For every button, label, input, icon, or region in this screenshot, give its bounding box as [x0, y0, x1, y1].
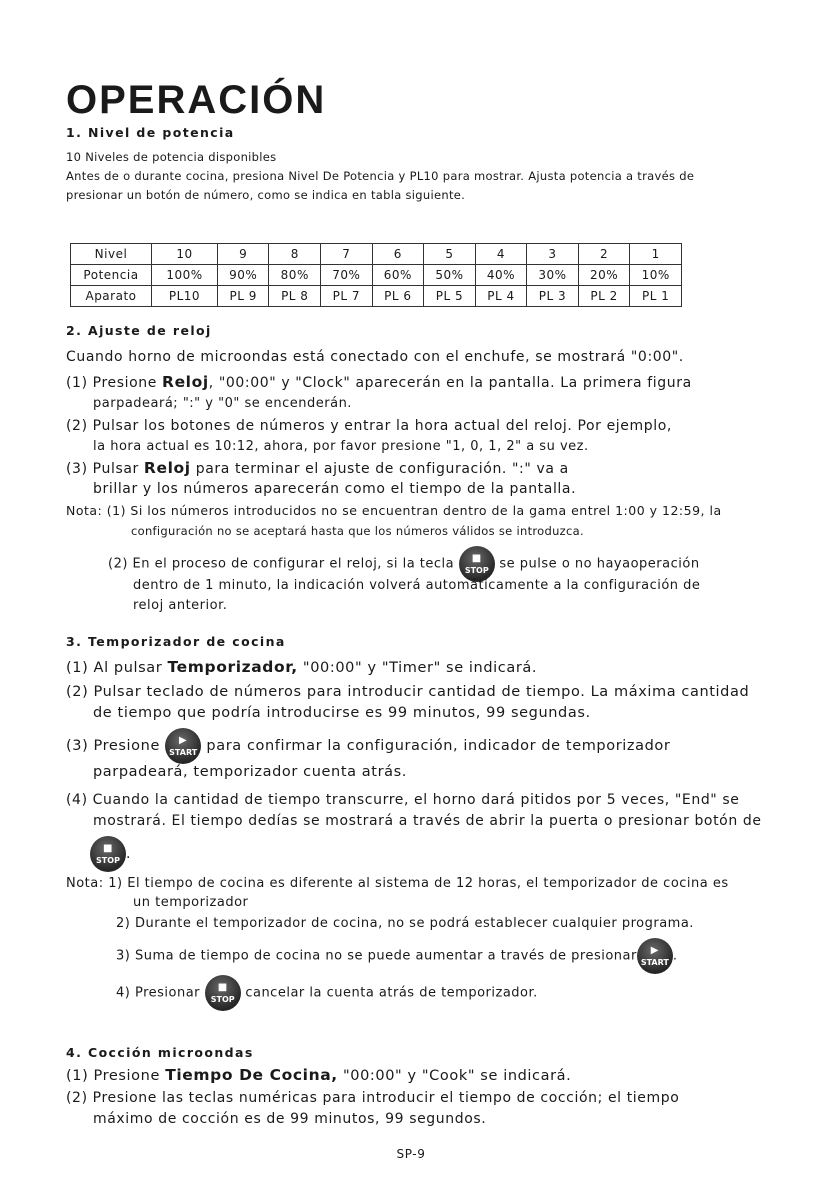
sec1-line-1: 10 Niveles de potencia disponibles [66, 150, 277, 164]
sec2-line-3: (2) Pulsar los botones de números y entrar la hora actual del reloj. Por ejemplo, [66, 418, 672, 434]
sec2-note-3: (2) En el proceso de configurar el reloj, si la tecla ■ STOP se pulse o no hayaoperación [108, 546, 700, 582]
start-button-icon: ▶ START [165, 728, 201, 764]
table-cell: 60% [372, 265, 424, 286]
sec3-line-1: (1) Al pulsar Temporizador, "00:00" y "Timer" se indicará. [66, 658, 538, 676]
page-number: SP-9 [396, 1147, 426, 1161]
sec3-note-1: Nota: 1) El tiempo de cocina es diferente al sistema de 12 horas, el temporizador de cocina es [66, 876, 729, 891]
section-3-heading: 3. Temporizador de cocina [66, 634, 286, 649]
keyword-reloj: Reloj [143, 459, 191, 477]
sec2-note-5: reloj anterior. [133, 598, 228, 613]
table-cell: 70% [321, 265, 373, 286]
table-cell: PL 3 [527, 286, 579, 307]
section-4-heading: 4. Cocción microondas [66, 1045, 254, 1060]
stop-button-icon: ■ STOP [205, 975, 241, 1011]
table-cell: 50% [424, 265, 476, 286]
keyword-temporizador: Temporizador, [167, 658, 298, 676]
section-1-heading: 1. Nivel de potencia [66, 125, 235, 140]
sec2-line-6: brillar y los números aparecerán como el tiempo de la pantalla. [93, 481, 577, 497]
sec2-line-2: parpadeará; ":" y "0" se encenderán. [93, 396, 352, 411]
table-cell: 1 [630, 244, 682, 265]
table-cell: 8 [269, 244, 321, 265]
row-label: Potencia [71, 265, 152, 286]
table-cell: PL 1 [630, 286, 682, 307]
sec3-note-4: 3) Suma de tiempo de cocina no se puede aumentar a través de presionar ▶ START . [116, 938, 677, 974]
sec2-line-1: (1) Presione Reloj, "00:00" y "Clock" aparecerán en la pantalla. La primera figura [66, 373, 692, 391]
table-cell: PL 6 [372, 286, 424, 307]
table-cell: 3 [527, 244, 579, 265]
table-cell: 6 [372, 244, 424, 265]
table-cell: 20% [578, 265, 630, 286]
sec3-line-3: de tiempo que podría introducirse es 99 minutos, 99 segundas. [93, 705, 591, 721]
table-cell: 90% [217, 265, 269, 286]
table-row-aparato [71, 286, 682, 307]
sec3-line-4: (3) Presione ▶ START para confirmar la configuración, indicador de temporizador [66, 728, 670, 764]
sec3-note-5: 4) Presionar ■ STOP cancelar la cuenta atrás de temporizador. [116, 975, 538, 1011]
table-cell: 80% [269, 265, 321, 286]
stop-button-icon: ■ STOP [90, 836, 126, 872]
row-label: Aparato [71, 286, 152, 307]
sec2-line-4: la hora actual es 10:12, ahora, por favor presione "1, 0, 1, 2" a su vez. [93, 439, 589, 454]
keyword-tiempo-de-cocina: Tiempo De Cocina, [165, 1066, 338, 1084]
table-cell: 10% [630, 265, 682, 286]
table-cell: PL 9 [217, 286, 269, 307]
sec3-note-2: un temporizador [133, 895, 249, 910]
sec2-note-1: Nota: (1) Si los números introducidos no se encuentran dentro de la gama entrel 1:00 y 12:59, la [66, 503, 722, 518]
sec3-line-7: mostrará. El tiempo dedías se mostrará a través de abrir la puerta o presionar botón de [93, 813, 762, 829]
table-cell: 30% [527, 265, 579, 286]
table-row-nivel [71, 244, 682, 265]
stop-button-icon: ■ STOP [459, 546, 495, 582]
sec1-line-2: Antes de o durante cocina, presiona Nivel De Potencia y PL10 para mostrar. Ajusta potencia a través de [66, 169, 695, 183]
sec3-note-3: 2) Durante el temporizador de cocina, no se podrá establecer cualquier programa. [116, 916, 694, 931]
table-cell: 40% [475, 265, 527, 286]
sec3-line-5: parpadeará, temporizador cuenta atrás. [93, 764, 407, 780]
section-2-heading: 2. Ajuste de reloj [66, 323, 212, 338]
sec2-line-0: Cuando horno de microondas está conectado con el enchufe, se mostrará "0:00". [66, 349, 684, 365]
sec3-line-6: (4) Cuando la cantidad de tiempo transcurre, el horno dará pitidos por 5 veces, "End" se [66, 792, 740, 808]
keyword-reloj: Reloj [162, 373, 209, 391]
power-level-table [70, 243, 682, 307]
table-cell: 9 [217, 244, 269, 265]
table-row-potencia [71, 265, 682, 286]
table-cell: 7 [321, 244, 373, 265]
sec4-line-3: máximo de cocción es de 99 minutos, 99 segundos. [93, 1111, 487, 1127]
start-button-icon: ▶ START [637, 938, 673, 974]
table-cell: PL 7 [321, 286, 373, 307]
sec4-line-2: (2) Presione las teclas numéricas para introducir el tiempo de cocción; el tiempo [66, 1090, 680, 1106]
table-cell: 10 [152, 244, 218, 265]
sec2-line-5: (3) Pulsar Reloj para terminar el ajuste de configuración. ":" va a [66, 459, 569, 477]
table-cell: PL 5 [424, 286, 476, 307]
table-cell: 5 [424, 244, 476, 265]
table-cell: PL 8 [269, 286, 321, 307]
row-label: Nivel [71, 244, 152, 265]
sec2-note-4: dentro de 1 minuto, la indicación volverá automáticamente a la configuración de [133, 578, 701, 593]
table-cell: PL 4 [475, 286, 527, 307]
sec2-note-2: configuración no se aceptará hasta que los números válidos se introduzca. [131, 524, 584, 538]
page-title: OPERACIÓN [66, 78, 327, 122]
table-cell: 100% [152, 265, 218, 286]
table-cell: PL10 [152, 286, 218, 307]
table-cell: 2 [578, 244, 630, 265]
table-cell: PL 2 [578, 286, 630, 307]
sec3-line-2: (2) Pulsar teclado de números para introducir cantidad de tiempo. La máxima cantidad [66, 684, 750, 700]
table-cell: 4 [475, 244, 527, 265]
sec3-line-8: ■ STOP . [90, 836, 131, 872]
sec1-line-3: presionar un botón de número, como se indica en tabla siguiente. [66, 188, 466, 202]
sec4-line-1: (1) Presione Tiempo De Cocina, "00:00" y "Cook" se indicará. [66, 1066, 572, 1084]
